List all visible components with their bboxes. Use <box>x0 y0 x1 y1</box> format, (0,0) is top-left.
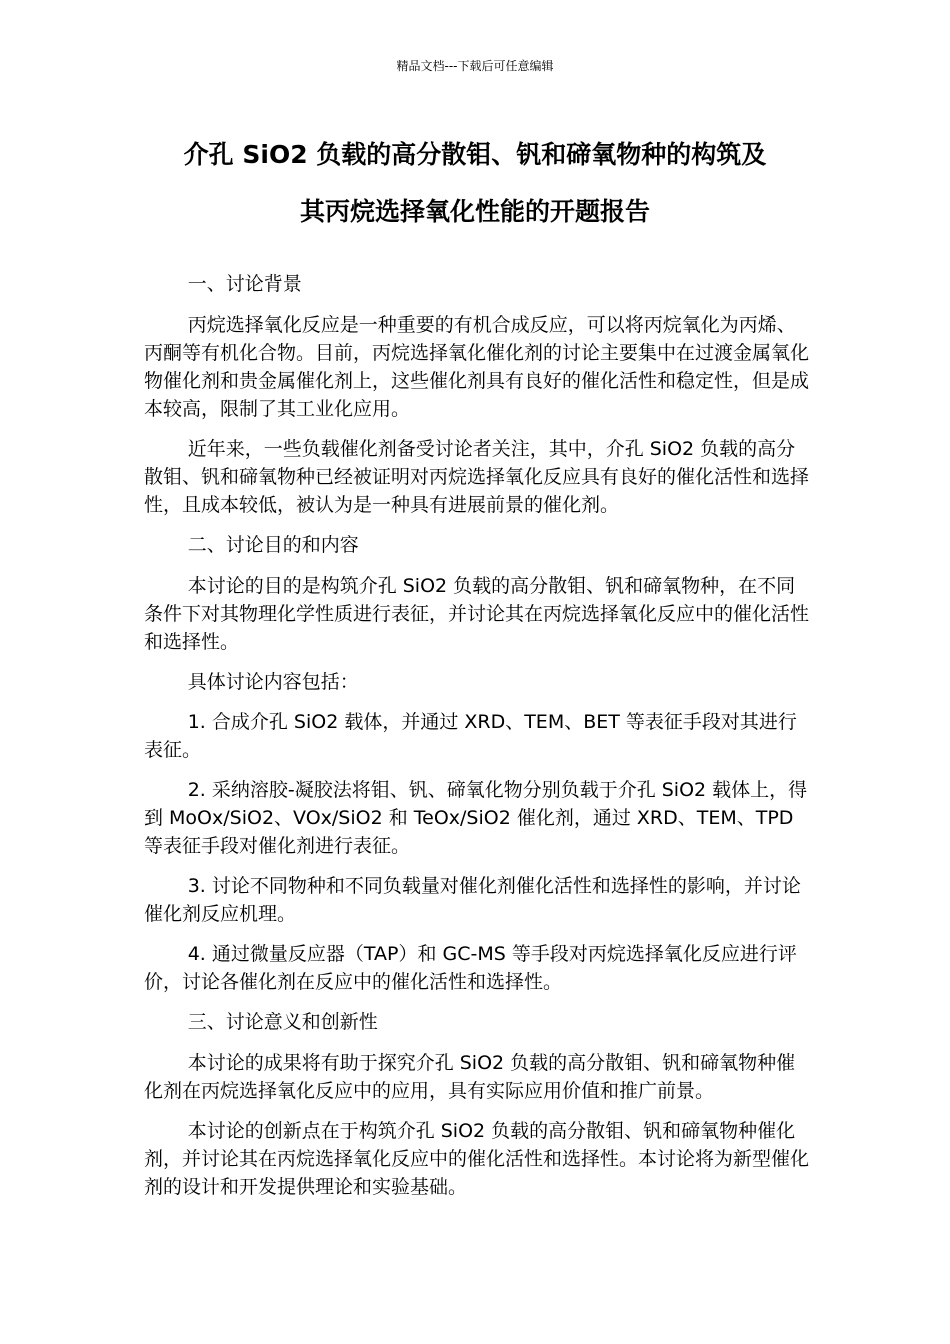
list-item-1: 1. 合成介孔 SiO2 载体，并通过 XRD、TEM、BET 等表征手段对其进行表征。 <box>144 711 797 761</box>
list-item-3: 3. 讨论不同物种和不同负载量对催化剂催化活性和选择性的影响，并讨论催化剂反应机理。 <box>144 875 801 925</box>
section-heading-background: 一、讨论背景 <box>187 273 302 295</box>
header-note: 精品文档---下载后可任意编辑 <box>396 59 554 73</box>
list-item-2: 2. 采纳溶胶-凝胶法将钼、钒、碲氧化物分别负载于介孔 SiO2 载体上，得到 MoOx/SiO2、VOx/SiO2 和 TeOx/SiO2 催化剂，通过 XRD、TEM、TPD 等表征手段对催化剂进行表征。 <box>144 779 808 857</box>
document-body <box>144 270 810 1213</box>
section-heading-purpose: 二、讨论目的和内容 <box>187 534 359 556</box>
paragraph-purpose-intro: 具体讨论内容包括： <box>187 671 359 693</box>
paragraph-background-2: 近年来，一些负载催化剂备受讨论者关注，其中，介孔 SiO2 负载的高分散钼、钒和碲氧物种已经被证明对丙烷选择氧化反应具有良好的催化活性和选择性，且成本较低，被认为是一种具有进展前景的催化剂。 <box>144 438 810 516</box>
paragraph-significance-2: 本讨论的创新点在于构筑介孔 SiO2 负载的高分散钼、钒和碲氧物种催化剂，并讨论其在丙烷选择氧化反应中的催化活性和选择性。本讨论将为新型催化剂的设计和开发提供理论和实验基础。 <box>144 1120 810 1198</box>
document-title-line-1: 介孔 SiO2 负载的高分散钼、钒和碲氧物种的构筑及 <box>183 140 767 169</box>
paragraph-purpose-1: 本讨论的目的是构筑介孔 SiO2 负载的高分散钼、钒和碲氧物种，在不同条件下对其物理化学性质进行表征，并讨论其在丙烷选择氧化反应中的催化活性和选择性。 <box>144 575 810 653</box>
section-heading-significance: 三、讨论意义和创新性 <box>187 1011 378 1033</box>
paragraph-background-1: 丙烷选择氧化反应是一种重要的有机合成反应，可以将丙烷氧化为丙烯、丙酮等有机化合物。目前，丙烷选择氧化催化剂的讨论主要集中在过渡金属氧化物催化剂和贵金属催化剂上，这些催化剂具有良好的催化活性和稳定性，但是成本较高，限制了其工业化应用。 <box>144 314 810 420</box>
list-item-4: 4. 通过微量反应器（TAP）和 GC-MS 等手段对丙烷选择氧化反应进行评价，讨论各催化剂在反应中的催化活性和选择性。 <box>144 943 797 993</box>
document-title-line-2: 其丙烷选择氧化性能的开题报告 <box>299 197 650 226</box>
paragraph-significance-1: 本讨论的成果将有助于探究介孔 SiO2 负载的高分散钼、钒和碲氧物种催化剂在丙烷选择氧化反应中的应用，具有实际应用价值和推广前景。 <box>144 1052 796 1102</box>
